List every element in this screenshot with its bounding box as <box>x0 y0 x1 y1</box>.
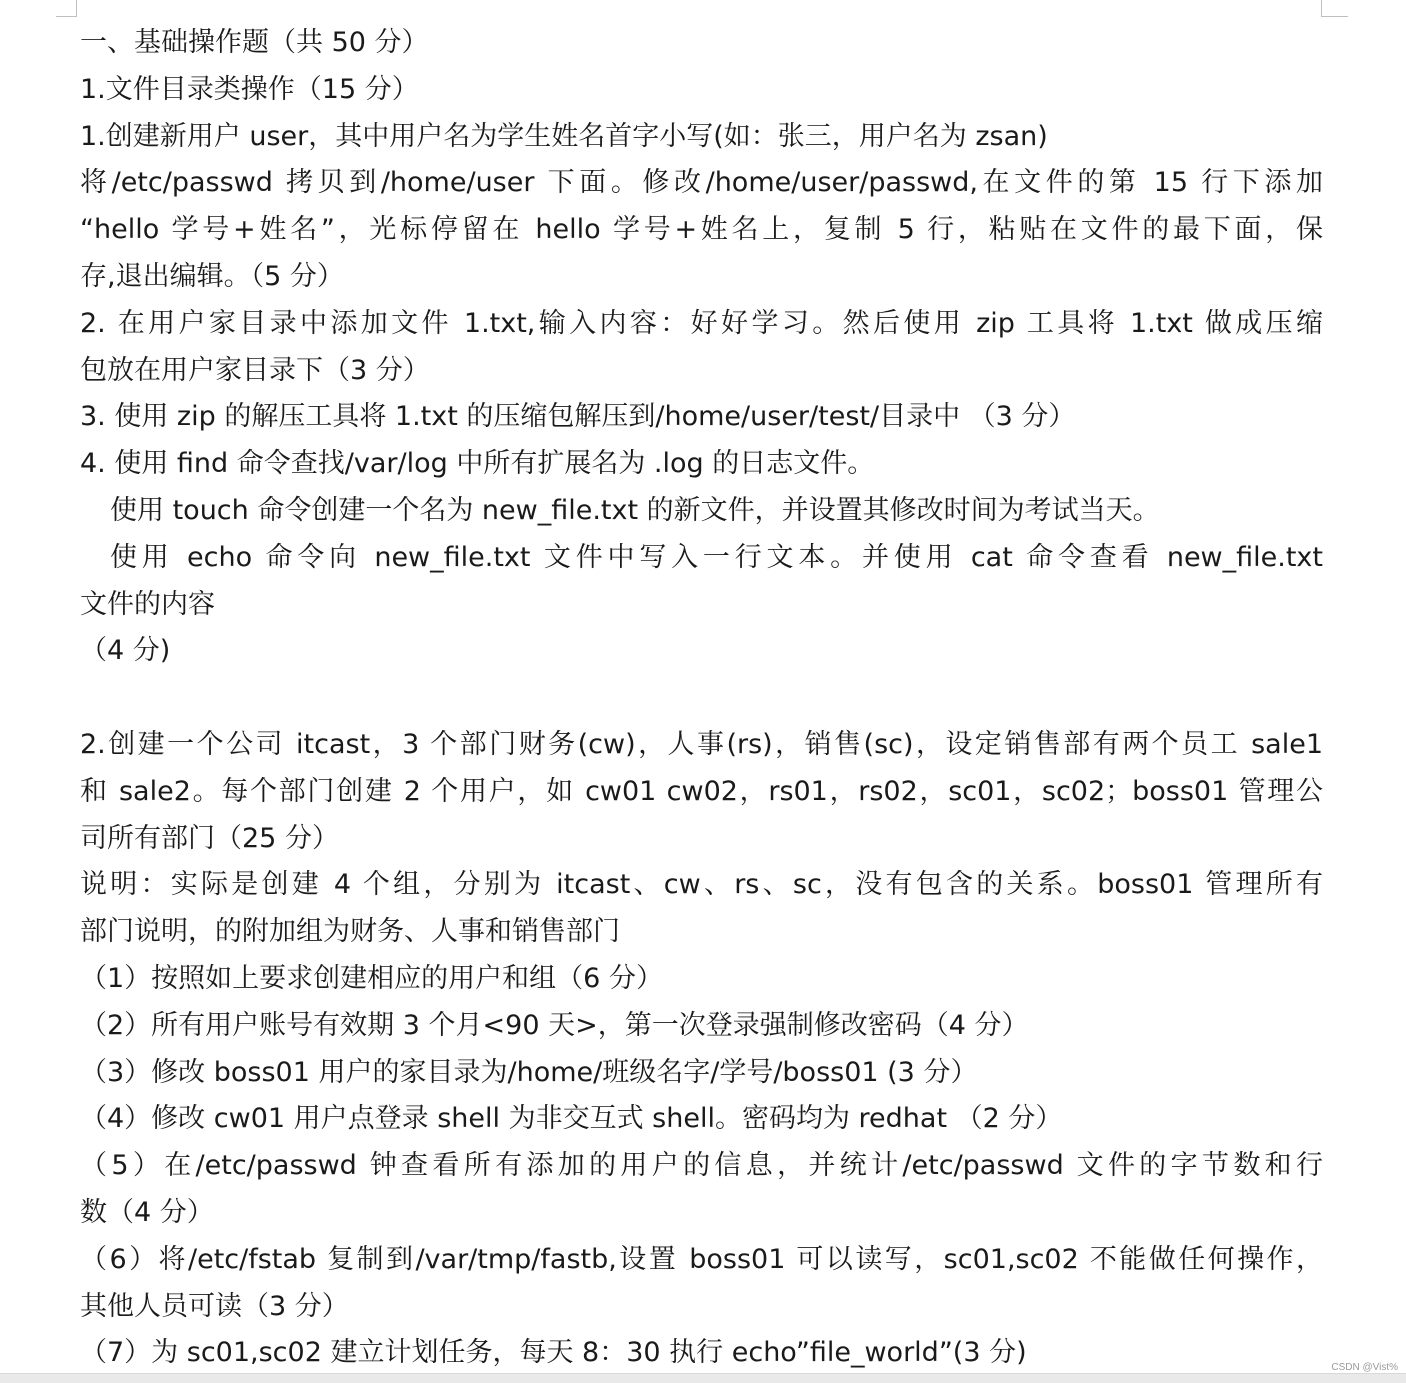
part1-line: 3. 使用 zip 的解压工具将 1.txt 的压缩包解压到/home/user/test/目录中 （3 分） <box>80 401 1076 433</box>
part1-line: 包放在用户家目录下（3 分） <box>80 354 430 386</box>
part1-line: 使用 touch 命令创建一个名为 new_file.txt 的新文件，并设置其修改时间为考试当天。 <box>110 494 1160 526</box>
watermark: CSDN @Vist% <box>1331 1362 1398 1373</box>
part2-line: （6）将/etc/fstab 复制到/var/tmp/fastb,设置 boss01 可以读写，sc01,sc02 不能做任何操作， <box>80 1243 1323 1275</box>
part2-line: 部门说明，的附加组为财务、人事和销售部门 <box>80 916 620 948</box>
page-corner-mark-left <box>56 0 77 17</box>
part1-line: 文件的内容 <box>80 588 215 620</box>
paragraph-spacer <box>80 675 1323 722</box>
part1-line: 存,退出编辑。（5 分） <box>80 260 344 292</box>
page-corner-mark-right <box>1321 0 1348 17</box>
part2-line: 说明：实际是创建 4 个组，分别为 itcast、cw、rs、sc，没有包含的关系。boss01 管理所有 <box>80 869 1323 901</box>
part1-line: “hello 学号+姓名”，光标停留在 hello 学号+姓名上，复制 5 行，粘贴在文件的最下面，保 <box>80 214 1323 246</box>
part2-line: 数（4 分） <box>80 1196 214 1228</box>
horizontal-scrollbar[interactable] <box>0 1373 1406 1383</box>
part1-line: 4. 使用 find 命令查找/var/log 中所有扩展名为 .log 的日志文件。 <box>80 448 875 480</box>
part1-line: （4 分) <box>80 635 171 667</box>
part2-line: 其他人员可读（3 分） <box>80 1290 349 1322</box>
part1-line: 将/etc/passwd 拷贝到/home/user 下面。修改/home/user/passwd,在文件的第 15 行下添加 <box>80 167 1323 199</box>
part2-line: （7）为 sc01,sc02 建立计划任务，每天 8：30 执行 echo”file_world”(3 分) <box>80 1337 1027 1369</box>
section-title: 一、基础操作题（共 50 分） <box>80 27 429 58</box>
part1-line: 1.创建新用户 user，其中用户名为学生姓名首字小写(如：张三，用户名为 zsan) <box>80 120 1048 152</box>
part2-line: 和 sale2。每个部门创建 2 个用户，如 cw01 cw02，rs01，rs02，sc01，sc02；boss01 管理公 <box>80 775 1323 807</box>
part2-line: （1）按照如上要求创建相应的用户和组（6 分） <box>80 962 663 994</box>
part2-line: （5）在/etc/passwd 钟查看所有添加的用户的信息，并统计/etc/passwd 文件的字节数和行 <box>80 1150 1323 1182</box>
part2-line: 司所有部门（25 分） <box>80 822 339 854</box>
part2-line: （4）修改 cw01 用户点登录 shell 为非交互式 shell。密码均为 redhat （2 分） <box>80 1103 1063 1135</box>
part2-line: （3）修改 boss01 用户的家目录为/home/班级名字/学号/boss01 (3 分） <box>80 1056 978 1088</box>
part1-line: 2. 在用户家目录中添加文件 1.txt,输入内容：好好学习。然后使用 zip 工具将 1.txt 做成压缩 <box>80 307 1323 339</box>
part2-line: 2.创建一个公司 itcast，3 个部门财务(cw)，人事(rs)，销售(sc)，设定销售部有两个员工 sale1 <box>80 728 1323 760</box>
document-body <box>80 20 1323 1377</box>
part1-heading: 1.文件目录类操作（15 分） <box>80 73 419 105</box>
part2-line: （2）所有用户账号有效期 3 个月<90 天>，第一次登录强制修改密码（4 分） <box>80 1009 1029 1041</box>
part1-line: 使用 echo 命令向 new_file.txt 文件中写入一行文本。并使用 cat 命令查看 new_file.txt <box>110 541 1323 573</box>
